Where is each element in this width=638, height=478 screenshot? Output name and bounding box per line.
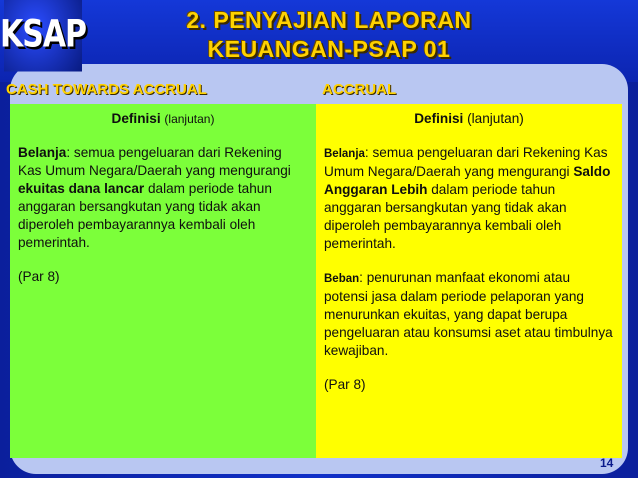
left-def-note: (lanjutan) — [164, 112, 215, 126]
left-belanja-paragraph — [18, 144, 308, 252]
page-number: 14 — [600, 456, 614, 470]
right-belanja-text-2: dalam periode tahun anggaran bersangkutan yang tidak akan diperoleh pembayarannya kembali oleh pemerintah. — [324, 182, 567, 251]
left-belanja-term: Belanja — [18, 145, 67, 160]
left-column-header: CASH TOWARDS ACCRUAL — [6, 81, 207, 98]
right-par-reference: (Par 8) — [324, 377, 366, 392]
right-belanja-paragraph — [324, 144, 614, 253]
right-belanja-text-1: semua pengeluaran dari Rekening Kas Umum Negara/Daerah yang mengurangi — [324, 145, 608, 179]
left-belanja-text-2: dalam periode tahun anggaran bersangkutan yang tidak akan diperoleh pembayarannya kembali oleh pemerintah. — [18, 181, 272, 250]
right-beban-text: penurunan manfaat ekonomi atau potensi jasa dalam periode pelaporan yang menurunkan ekuitas, yang dapat berupa pengeluaran atau konsumsi aset atau timbulnya kewajiban. — [324, 270, 613, 358]
left-belanja-bold: ekuitas dana lancar — [18, 181, 145, 196]
right-beban-colon: : — [359, 270, 363, 285]
right-beban-paragraph — [324, 269, 614, 360]
left-def-title: Definisi — [111, 111, 161, 126]
right-definition-heading — [324, 110, 614, 128]
right-belanja-colon: : — [364, 145, 369, 160]
left-belanja-text-1: : semua pengeluaran dari Rekening Kas Umum Negara/Daerah yang mengurangi — [18, 145, 291, 178]
title-line-1: 2. PENYAJIAN LAPORAN — [186, 7, 472, 33]
left-definition-heading — [18, 110, 308, 128]
right-def-note: (lanjutan) — [467, 111, 524, 126]
right-beban-term: Beban — [324, 273, 360, 285]
ksap-logo: KSAP — [4, 0, 82, 72]
right-column-header: ACCRUAL — [322, 81, 397, 98]
right-definition-box — [316, 104, 622, 458]
left-definition-box — [10, 104, 316, 458]
left-par-reference: (Par 8) — [18, 269, 60, 284]
slide-title — [96, 6, 562, 64]
right-def-title: Definisi — [414, 111, 464, 126]
right-belanja-term: Belanja — [324, 148, 365, 160]
right-belanja-bold: Saldo Anggaran Lebih — [324, 164, 611, 197]
title-line-2: KEUANGAN-PSAP 01 — [207, 36, 451, 62]
